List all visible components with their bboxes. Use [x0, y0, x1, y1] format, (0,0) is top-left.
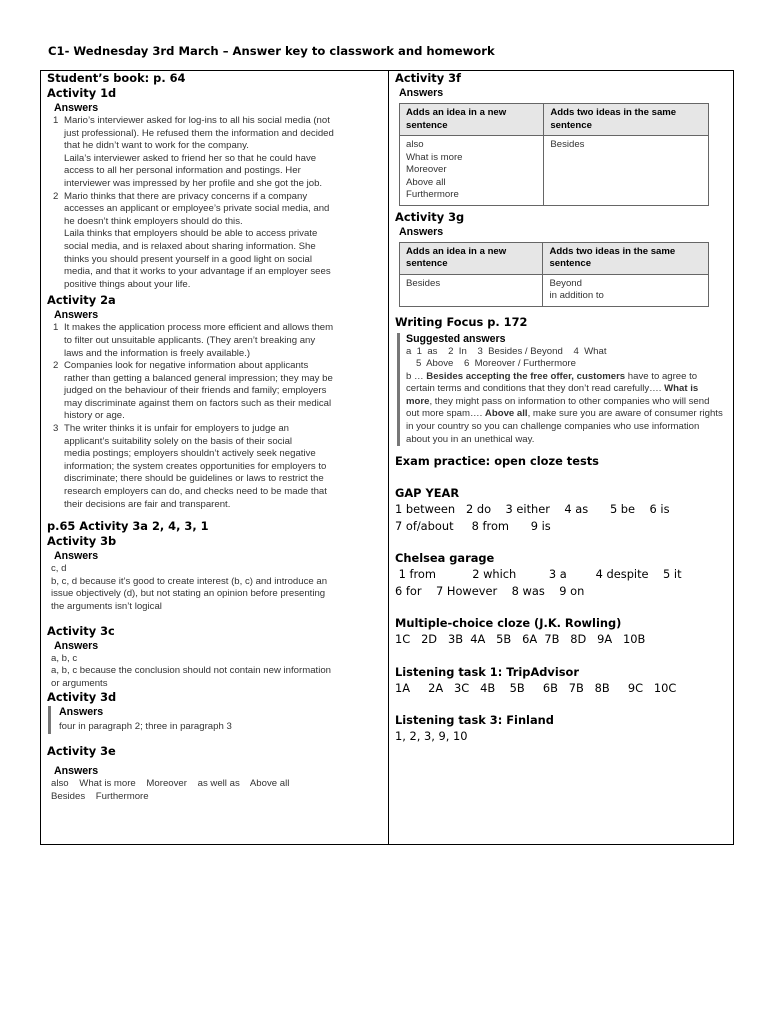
- activity-3g-cell2-line: Beyond: [549, 277, 582, 289]
- activity-2a-item-line: The writer thinks it is unfair for employers to judge an: [64, 423, 290, 435]
- listening-task-1-answers: 1A 2A 3C 4B 5B 6B 7B 8B 9C 10C: [395, 680, 677, 695]
- activity-3b-heading: Activity 3b: [47, 534, 117, 549]
- activity-3g-answers-label: Answers: [399, 225, 444, 238]
- activity-2a-item-line: their decisions are fair and transparent.: [64, 498, 231, 510]
- activity-1d-item-number: 1: [53, 115, 59, 126]
- multiple-choice-answers: 1C 2D 3B 4A 5B 6A 7B 8D 9A 10B: [395, 632, 646, 647]
- activity-3d-answers-label: Answers: [59, 706, 104, 719]
- activity-2a-item-2: [53, 360, 383, 423]
- activity-2a-item-number: 2: [53, 360, 59, 372]
- activity-3g-cell2-line: in addition to: [549, 290, 604, 301]
- activity-2a-item-line: discriminate; there should be guidelines or laws to restrict the: [64, 473, 324, 485]
- writing-focus-heading: Writing Focus p. 172: [395, 314, 528, 329]
- activity-3f-cell2: [544, 136, 709, 206]
- activity-2a-heading: Activity 2a: [47, 293, 116, 308]
- page-title: C1- Wednesday 3rd March – Answer key to classwork and homework: [48, 44, 495, 58]
- activity-2a-item-line: It makes the application process more efficient and allows them: [64, 322, 334, 334]
- activity-3g-col1-header: Adds an idea in a new sentence: [400, 242, 543, 274]
- activity-3b-answers-label: Answers: [54, 550, 99, 563]
- activity-1d-answers-label: Answers: [54, 102, 99, 114]
- activity-1d-item-line: that he didn’t want to work for the company.: [64, 140, 249, 152]
- activity-3f-cell1-line: What is more: [406, 151, 463, 163]
- activity-2a-item-line: laws and the information is freely available.): [64, 347, 251, 359]
- activity-3b-text: [51, 563, 383, 613]
- gap-year-line-2: 7 of/about 8 from 9 is: [395, 518, 551, 533]
- activity-1d-item-1: [53, 115, 383, 191]
- activity-3g-table: [399, 242, 709, 307]
- wf-b-prefix: b …: [406, 370, 427, 382]
- activity-3g-cell1: [400, 274, 543, 306]
- activity-2a-item-1: [53, 322, 383, 360]
- activity-3f-cell1-line: Moreover: [406, 164, 447, 175]
- activity-3g-cell2: [543, 274, 709, 306]
- writing-focus-block: [397, 333, 727, 447]
- activity-1d-item-line: thinks you should present yourself in a good light on social: [64, 253, 312, 265]
- writing-focus-a-line1: a 1 as 2 In 3 Besides / Beyond 4 What: [406, 345, 607, 357]
- column-divider: [388, 70, 389, 845]
- activity-3d-text: four in paragraph 2; three in paragraph 3: [59, 721, 232, 733]
- multiple-choice-heading: Multiple-choice cloze (J.K. Rowling): [395, 616, 622, 631]
- activity-3f-answers-label: Answers: [399, 87, 444, 99]
- activity-1d-item-line: social media, and is relaxed about sharing information. She: [64, 240, 316, 252]
- chelsea-garage-line-1: 1 from 2 which 3 a 4 despite 5 it: [395, 567, 682, 582]
- left-column: [47, 71, 383, 803]
- wf-b-bold-2: What is more: [406, 383, 699, 407]
- activity-2a-item-line: judged on the behaviour of their friends and family; employers: [64, 385, 327, 397]
- activity-3a-line: p.65 Activity 3a 2, 4, 3, 1: [47, 519, 209, 534]
- activity-1d-list: [53, 115, 383, 291]
- activity-2a-item-number: 3: [53, 423, 59, 435]
- listening-task-3-answers: 1, 2, 3, 9, 10: [395, 729, 468, 744]
- activity-1d-item-line: Mario’s interviewer asked for log-ins to all his social media (not: [64, 115, 330, 126]
- chelsea-garage-line-2: 6 for 7 However 8 was 9 on: [395, 583, 585, 598]
- activity-3c-line: or arguments: [51, 677, 108, 689]
- activity-3b-line: the arguments isn’t logical: [51, 601, 162, 612]
- activity-3e-line: also What is more Moreover as well as Above all: [51, 777, 290, 789]
- activity-3f-cell2-line: Besides: [550, 139, 585, 150]
- activity-2a-item-line: may discriminate against them on factors such as their medical: [64, 397, 332, 409]
- activity-3c-text: [51, 653, 383, 691]
- activity-3b-line: issue objectively (d), but not stating an opinion before presenting: [51, 588, 326, 600]
- activity-3f-table: [399, 103, 709, 206]
- chelsea-garage-heading: Chelsea garage: [395, 551, 495, 566]
- activity-3f-cell1-line: Above all: [406, 176, 446, 188]
- suggested-answers-label: Suggested answers: [406, 332, 506, 345]
- exam-practice-heading: Exam practice: open cloze tests: [395, 454, 599, 469]
- activity-3b-line: b, c, d because it’s good to create interest (b, c) and introduce an: [51, 575, 328, 587]
- activity-3c-line: a, b, c because the conclusion should not contain new information: [51, 665, 331, 677]
- activity-2a-item-3: [53, 423, 383, 511]
- students-book-heading: Student’s book: p. 64: [47, 71, 186, 85]
- activity-2a-answers-label: Answers: [54, 309, 99, 322]
- wf-b-text-2: , they might pass on information to other companies who will send out more spam….: [406, 395, 710, 420]
- activity-1d-item-line: positive things about your life.: [64, 278, 191, 290]
- activity-1d-item-line: Laila thinks that employers should be able to access private: [64, 228, 318, 240]
- activity-3g-cell1-line: Besides: [406, 277, 441, 289]
- wf-b-bold-1: Besides accepting the free offer, customers: [426, 370, 626, 382]
- activity-2a-item-line: applicant’s suitability solely on the basis of their social: [64, 435, 293, 447]
- activity-3f-col2-header: Adds two ideas in the same sentence: [544, 104, 709, 136]
- activity-3f-cell1-line: also: [406, 139, 424, 150]
- listening-task-1-heading: Listening task 1: TripAdvisor: [395, 664, 579, 679]
- activity-3g-heading: Activity 3g: [395, 209, 465, 224]
- activity-2a-item-line: research employers can do, and checks need to be made that: [64, 486, 327, 498]
- activity-3e-text: [51, 778, 383, 803]
- activity-3c-heading: Activity 3c: [47, 623, 115, 638]
- activity-1d-item-line: accesses an applicant or employee’s private social media, and: [64, 203, 330, 215]
- activity-1d-item-line: interviewer was impressed by her profile and she got the job.: [64, 177, 323, 189]
- wf-b-bold-3: Above all: [484, 408, 528, 420]
- activity-1d-item-number: 2: [53, 190, 59, 202]
- activity-3c-answers-label: Answers: [54, 639, 99, 652]
- activity-1d-item-line: he doesn’t think employers should do this.: [64, 215, 243, 227]
- activity-2a-list: [53, 322, 383, 511]
- activity-3d-heading: Activity 3d: [47, 690, 117, 705]
- activity-2a-item-line: history or age.: [64, 410, 125, 422]
- activity-1d-heading: Activity 1d: [47, 86, 117, 100]
- activity-3b-line: c, d: [51, 563, 67, 575]
- activity-1d-item-line: media, and that it works to your advantage if an employer sees: [64, 266, 331, 278]
- activity-3e-answers-label: Answers: [54, 764, 99, 777]
- activity-2a-item-line: Companies look for negative information about applicants: [64, 360, 309, 372]
- activity-3f-cell1-line: Furthermore: [406, 189, 459, 200]
- activity-1d-item-2: [53, 191, 383, 292]
- gap-year-heading: GAP YEAR: [395, 486, 460, 501]
- activity-3d-block: [48, 706, 383, 734]
- wf-b-text-1: have to agree to certain terms and conditions that they don’t read carefully….: [406, 370, 698, 395]
- activity-1d-item-line: access to all her personal information and postings. Her: [64, 165, 301, 177]
- activity-3e-line: Besides Furthermore: [51, 790, 149, 802]
- listening-task-3-heading: Listening task 3: Finland: [395, 713, 554, 728]
- activity-1d-item-line: Laila’s interviewer asked to friend her so that he could have: [64, 152, 317, 164]
- activity-3g-col2-header: Adds two ideas in the same sentence: [543, 242, 709, 274]
- activity-3c-line: a, b, c: [51, 652, 78, 664]
- writing-focus-b-paragraph: [406, 371, 724, 447]
- writing-focus-a-line2: 5 Above 6 Moreover / Furthermore: [416, 358, 576, 370]
- activity-3e-heading: Activity 3e: [47, 743, 116, 758]
- activity-2a-item-line: rather than getting a balanced general impression; they may be: [64, 372, 333, 384]
- activity-2a-item-number: 1: [53, 322, 59, 334]
- activity-1d-item-line: just professional). He refused them the information and decided: [64, 127, 334, 139]
- activity-2a-item-line: media postings; employers shouldn’t actively seek negative: [64, 448, 316, 460]
- activity-2a-item-line: information; the system creates opportunities for employers to: [64, 460, 327, 472]
- wf-b-text-3: , make sure you are aware of consumer rights in your country so you can challenge companies who use information about you in an unethical way.: [406, 408, 723, 445]
- activity-3f-cell1: [400, 136, 544, 206]
- gap-year-line-1: 1 between 2 do 3 either 4 as 5 be 6 is: [395, 502, 670, 517]
- activity-3f-heading: Activity 3f: [395, 71, 461, 85]
- activity-1d-item-line: Mario thinks that there are privacy concerns if a company: [64, 190, 308, 202]
- activity-3f-col1-header: Adds an idea in a new sentence: [400, 104, 544, 136]
- activity-2a-item-line: to filter out unsuitable applicants. (They aren’t breaking any: [64, 334, 316, 346]
- right-column: [395, 71, 727, 745]
